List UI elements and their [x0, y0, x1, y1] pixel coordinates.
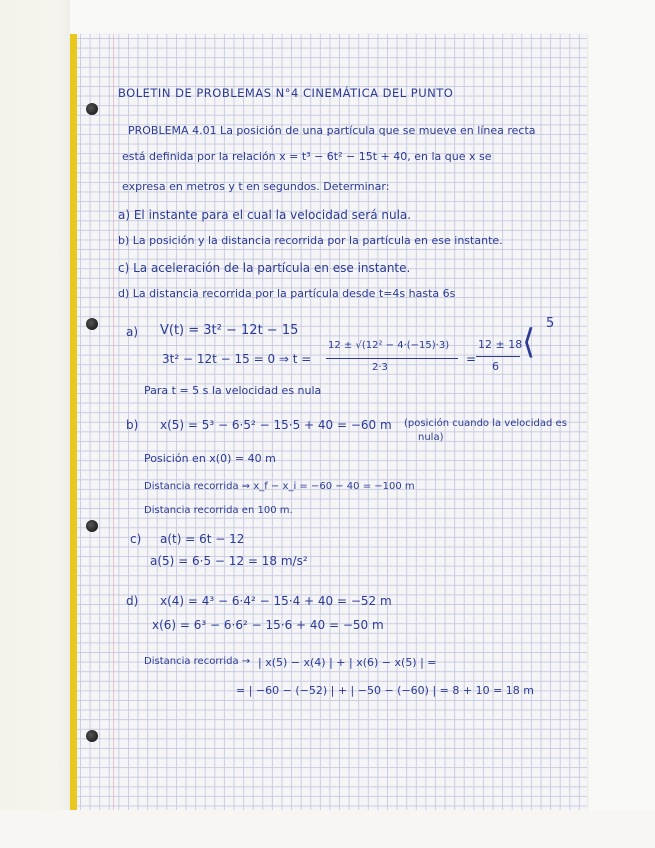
solution-c-acceleration: a(t) = 6t − 12: [160, 532, 245, 546]
question-a: a) El instante para el cual la velocidad será nula.: [118, 208, 412, 222]
solution-b-initial-position: Posición en x(0) = 40 m: [144, 452, 276, 465]
solution-d-distance-result: = | −60 − (−52) | + | −50 − (−60) | = 8 + 10 = 18 m: [236, 684, 535, 697]
solution-a-label: a): [126, 325, 139, 339]
solution-a-denominator: 2·3: [372, 362, 388, 373]
solution-b-distance-result: Distancia recorrida en 100 m.: [144, 505, 293, 516]
punch-hole: [86, 103, 98, 115]
punch-hole: [86, 318, 98, 330]
solution-d-distance-label: Distancia recorrida →: [144, 656, 251, 667]
solution-a-denominator-2: 6: [492, 360, 499, 373]
problem-line-1: PROBLEMA 4.01 La posición de una partícula que se mueve en línea recta: [128, 124, 536, 137]
solution-b-note: (posición cuando la velocidad es: [404, 418, 567, 429]
solution-d-x4: x(4) = 4³ − 6·4² − 15·4 + 40 = −52 m: [160, 594, 392, 608]
solution-c-label: c): [130, 532, 142, 546]
solution-b-position: x(5) = 5³ − 6·5² − 15·5 + 40 = −60 m: [160, 418, 392, 432]
brace-symbol: ⟨: [522, 322, 536, 362]
punch-hole: [86, 520, 98, 532]
solution-b-note-2: nula): [418, 432, 444, 443]
solution-d-x6: x(6) = 6³ − 6·6² − 15·6 + 40 = −50 m: [152, 618, 384, 632]
question-b: b) La posición y la distancia recorrida por la partícula en ese instante.: [118, 234, 503, 247]
bottom-margin: [0, 810, 655, 848]
question-c: c) La aceleración de la partícula en ese instante.: [118, 261, 411, 275]
punch-hole: [86, 730, 98, 742]
solution-a-root: 5: [546, 316, 555, 331]
solution-a-conclusion: Para t = 5 s la velocidad es nula: [144, 384, 322, 397]
solution-d-label: d): [126, 594, 139, 608]
solution-a-numerator-2: 12 ± 18: [478, 338, 523, 351]
page-title: BOLETIN DE PROBLEMAS N°4 CINEMÁTICA DEL PUNTO: [118, 86, 454, 100]
fraction-bar: [326, 358, 458, 359]
problem-line-3: expresa en metros y t en segundos. Determinar:: [122, 180, 390, 193]
solution-b-label: b): [126, 418, 139, 432]
solution-b-distance: Distancia recorrida ⇒ x_f − x_i = −60 − 40 = −100 m: [144, 481, 415, 492]
fraction-bar: [476, 356, 520, 357]
solution-a-equation: 3t² − 12t − 15 = 0 ⇒ t =: [162, 352, 312, 366]
solution-a-numerator: 12 ± √(12² − 4·(−15)·3): [328, 340, 450, 351]
solution-c-acceleration-value: a(5) = 6·5 − 12 = 18 m/s²: [150, 554, 308, 568]
solution-a-velocity: V(t) = 3t² − 12t − 15: [160, 323, 299, 338]
left-binder-strip: [0, 0, 70, 848]
equals-sign: =: [466, 352, 477, 366]
problem-line-2: está definida por la relación x = t³ − 6t² − 15t + 40, en la que x se: [122, 150, 492, 163]
paper-yellow-edge: [70, 34, 77, 810]
solution-d-distance-expression: | x(5) − x(4) | + | x(6) − x(5) | =: [258, 656, 437, 669]
margin-line: [113, 34, 114, 810]
question-d: d) La distancia recorrida por la partícula desde t=4s hasta 6s: [118, 287, 456, 300]
